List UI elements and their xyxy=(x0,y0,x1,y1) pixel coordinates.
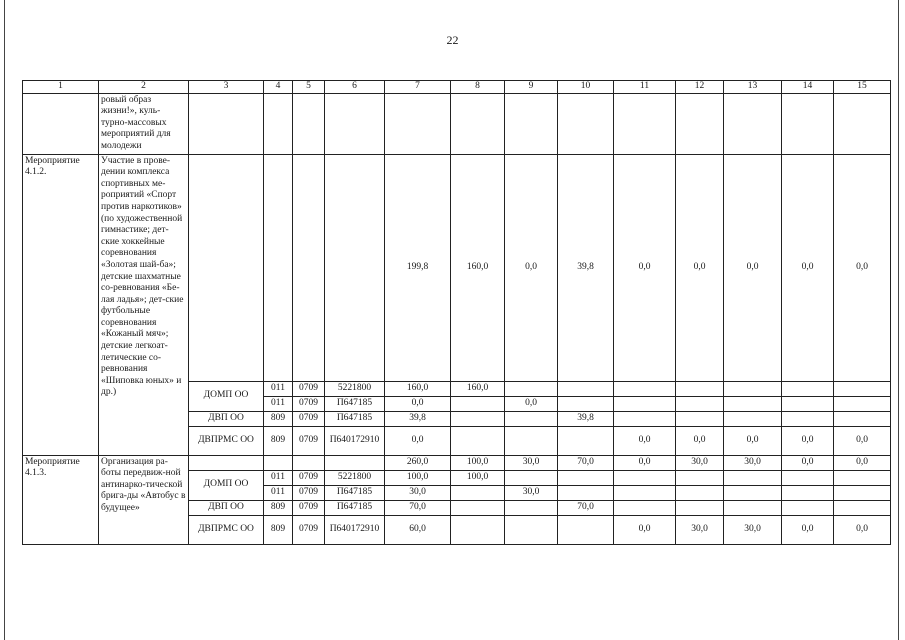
m413-total-7: 260,0 xyxy=(385,455,451,470)
table-cell xyxy=(451,515,505,544)
m413-total-10: 70,0 xyxy=(558,455,614,470)
m412-total-10: 39,8 xyxy=(558,154,614,381)
table-cell xyxy=(451,500,505,515)
m412-total-15: 0,0 xyxy=(834,154,891,381)
table-cell: 39,8 xyxy=(385,411,451,426)
header-col-9: 9 xyxy=(505,81,558,94)
table-cell xyxy=(782,470,834,485)
table-cell xyxy=(614,381,676,396)
table-cell: 70,0 xyxy=(385,500,451,515)
m413-total-9: 30,0 xyxy=(505,455,558,470)
m413-org-dvp: ДВП ОО xyxy=(189,500,264,515)
table-cell: П647185 xyxy=(325,411,385,426)
table-cell: 100,0 xyxy=(451,470,505,485)
table-cell xyxy=(724,396,782,411)
table-cell: П640172910 xyxy=(325,426,385,455)
table-cell xyxy=(505,515,558,544)
table-cell: 809 xyxy=(264,515,293,544)
m412-name: Участие в прове-дении комплекса спортивных ме-роприятий «Спорт против наркотиков» (по художественной гимнастике; дет-ские хоккейные соревнования «Золотая шай-ба»; детские шахматные со-ревнования «Бе-лая ладья»; дет-ские футбольные соревнования «Кожаный мяч»; детские легкоат-летические со-ревнования «Шиповка юных» и др.) xyxy=(99,154,189,455)
table-cell: 0,0 xyxy=(614,426,676,455)
m413-name: Организация ра-боты передвиж-ной антинарко-тической брига-ды «Автобус в будущее» xyxy=(99,455,189,544)
table-cell xyxy=(676,485,724,500)
table-cell xyxy=(451,485,505,500)
m412-total-14: 0,0 xyxy=(782,154,834,381)
table-cell xyxy=(505,500,558,515)
m413-total-row xyxy=(23,455,891,470)
table-cell xyxy=(782,396,834,411)
header-col-2: 2 xyxy=(99,81,189,94)
table-cell xyxy=(614,396,676,411)
table-cell: 0,0 xyxy=(505,396,558,411)
table-cell xyxy=(505,381,558,396)
table-cell: П647185 xyxy=(325,485,385,500)
header-col-12: 12 xyxy=(676,81,724,94)
header-col-4: 4 xyxy=(264,81,293,94)
table-cell xyxy=(676,396,724,411)
table-cell: 011 xyxy=(264,485,293,500)
m413-total-11: 0,0 xyxy=(614,455,676,470)
table-cell xyxy=(558,396,614,411)
table-cell: 160,0 xyxy=(451,381,505,396)
header-col-5: 5 xyxy=(293,81,325,94)
header-col-1: 1 xyxy=(23,81,99,94)
table-cell xyxy=(676,411,724,426)
m412-org-dvp: ДВП ОО xyxy=(189,411,264,426)
table-cell xyxy=(834,485,891,500)
header-col-8: 8 xyxy=(451,81,505,94)
table-cell xyxy=(614,485,676,500)
header-col-10: 10 xyxy=(558,81,614,94)
m412-total-7: 199,8 xyxy=(385,154,451,381)
table-cell: 0,0 xyxy=(724,426,782,455)
table-cell: 160,0 xyxy=(385,381,451,396)
m412-org-dvprms: ДВПРМС ОО xyxy=(189,426,264,455)
table-cell xyxy=(505,426,558,455)
table-cell: 39,8 xyxy=(558,411,614,426)
table-cell: 0709 xyxy=(293,500,325,515)
table-cell xyxy=(558,515,614,544)
table-cell xyxy=(834,411,891,426)
table-cell: 809 xyxy=(264,411,293,426)
table-cell: 0,0 xyxy=(676,426,724,455)
table-cell xyxy=(558,381,614,396)
table-cell xyxy=(614,470,676,485)
table-cell: П647185 xyxy=(325,396,385,411)
table-cell: 5221800 xyxy=(325,381,385,396)
table-cell xyxy=(451,411,505,426)
table-cell xyxy=(614,500,676,515)
table-cell xyxy=(676,500,724,515)
table-cell xyxy=(558,426,614,455)
table-cell xyxy=(834,470,891,485)
table-cell: 100,0 xyxy=(385,470,451,485)
m412-total-13: 0,0 xyxy=(724,154,782,381)
table-cell: 0,0 xyxy=(614,515,676,544)
table-cell: 0,0 xyxy=(834,515,891,544)
table-cell xyxy=(505,470,558,485)
table-cell: П640172910 xyxy=(325,515,385,544)
continued-name-cell: ровый образ жизни!», куль-турно-массовых мероприятий для молодежи xyxy=(99,93,189,154)
table-cell xyxy=(451,426,505,455)
table-cell: 60,0 xyxy=(385,515,451,544)
table-cell: 0709 xyxy=(293,515,325,544)
continued-row xyxy=(23,93,891,154)
m413-org-domp: ДОМП ОО xyxy=(189,470,264,500)
m412-total-11: 0,0 xyxy=(614,154,676,381)
table-cell xyxy=(834,500,891,515)
header-col-13: 13 xyxy=(724,81,782,94)
m413-total-13: 30,0 xyxy=(724,455,782,470)
m413-total-12: 30,0 xyxy=(676,455,724,470)
m412-org-domp: ДОМП ОО xyxy=(189,381,264,411)
table-cell: 30,0 xyxy=(724,515,782,544)
table-cell xyxy=(782,381,834,396)
table-cell: П647185 xyxy=(325,500,385,515)
header-col-14: 14 xyxy=(782,81,834,94)
header-col-11: 11 xyxy=(614,81,676,94)
header-col-3: 3 xyxy=(189,81,264,94)
table-cell: 011 xyxy=(264,396,293,411)
table-cell: 5221800 xyxy=(325,470,385,485)
table-cell xyxy=(724,500,782,515)
table-cell xyxy=(676,470,724,485)
m412-total-row xyxy=(23,154,891,381)
table-cell: 809 xyxy=(264,426,293,455)
table-cell: 30,0 xyxy=(676,515,724,544)
table-cell xyxy=(782,411,834,426)
table-cell: 0709 xyxy=(293,411,325,426)
m413-total-8: 100,0 xyxy=(451,455,505,470)
table-cell xyxy=(505,411,558,426)
header-col-6: 6 xyxy=(325,81,385,94)
table-cell: 0709 xyxy=(293,470,325,485)
table-cell: 0,0 xyxy=(782,515,834,544)
table-cell xyxy=(558,485,614,500)
table-cell: 0,0 xyxy=(782,426,834,455)
m412-total-12: 0,0 xyxy=(676,154,724,381)
continued-label-cell xyxy=(23,93,99,154)
table-cell xyxy=(834,396,891,411)
header-col-15: 15 xyxy=(834,81,891,94)
table-cell xyxy=(782,500,834,515)
m413-total-14: 0,0 xyxy=(782,455,834,470)
table-cell: 0,0 xyxy=(385,396,451,411)
table-cell: 0,0 xyxy=(834,426,891,455)
table-cell: 30,0 xyxy=(385,485,451,500)
table-cell xyxy=(614,411,676,426)
table-cell xyxy=(834,381,891,396)
m412-total-8: 160,0 xyxy=(451,154,505,381)
table-cell: 0709 xyxy=(293,485,325,500)
m413-label: Мероприятие 4.1.3. xyxy=(23,455,99,544)
scan-left-edge xyxy=(4,0,5,640)
page-number: 22 xyxy=(446,33,459,47)
table-cell: 0709 xyxy=(293,381,325,396)
table-cell: 30,0 xyxy=(505,485,558,500)
table-cell: 0,0 xyxy=(385,426,451,455)
header-col-7: 7 xyxy=(385,81,451,94)
table-cell xyxy=(724,470,782,485)
header-row xyxy=(23,81,891,94)
table-cell: 011 xyxy=(264,470,293,485)
m412-label: Мероприятие 4.1.2. xyxy=(23,154,99,455)
budget-table xyxy=(22,80,891,545)
table-cell xyxy=(782,485,834,500)
table-cell xyxy=(724,381,782,396)
table-cell: 0709 xyxy=(293,426,325,455)
table-cell xyxy=(676,381,724,396)
m412-total-9: 0,0 xyxy=(505,154,558,381)
table-cell xyxy=(724,411,782,426)
scan-right-edge xyxy=(898,0,899,640)
table-cell: 011 xyxy=(264,381,293,396)
m413-total-15: 0,0 xyxy=(834,455,891,470)
table-cell xyxy=(724,485,782,500)
table-cell xyxy=(451,396,505,411)
table-cell: 0709 xyxy=(293,396,325,411)
table-cell: 70,0 xyxy=(558,500,614,515)
table-cell: 809 xyxy=(264,500,293,515)
m413-org-dvprms: ДВПРМС ОО xyxy=(189,515,264,544)
table-cell xyxy=(558,470,614,485)
